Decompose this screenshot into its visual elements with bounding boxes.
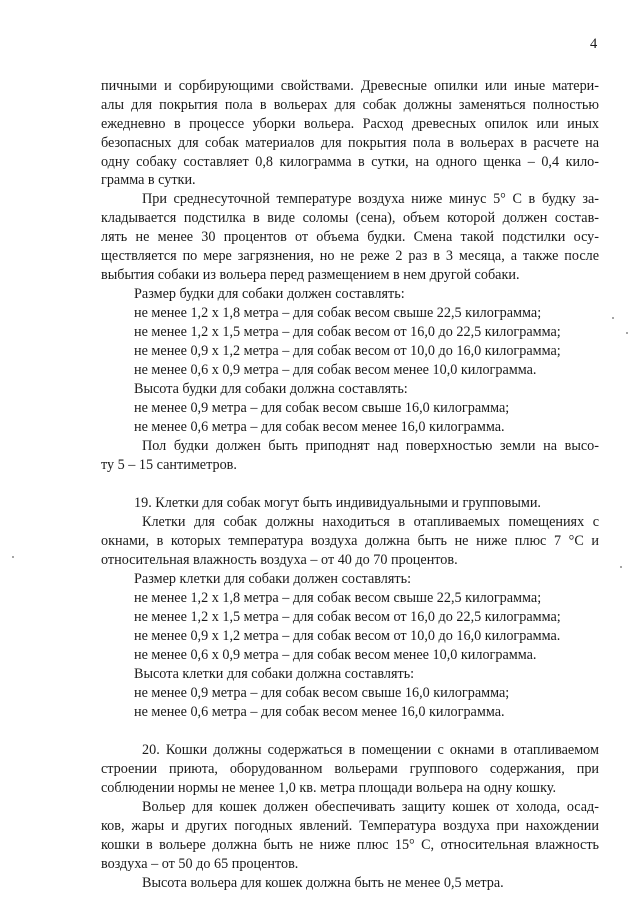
text-line: одну собаку составляет 0,8 килограмма в сутки, на одного щенка – 0,4 кило- <box>101 154 599 170</box>
text-line: воздуха – от 50 до 65 процентов. <box>101 856 299 872</box>
text-line: безопасных для собак материалов для покрытия пола в вольерах в расчете на <box>101 135 599 151</box>
list-item: не менее 1,2 х 1,8 метра – для собак весом свыше 22,5 килограмма; <box>134 590 542 606</box>
list-item: не менее 0,9 метра – для собак весом свыше 16,0 килограмма; <box>134 685 510 701</box>
text-line: пичными и сорбирующими свойствами. Древесные опилки или иные матери- <box>101 78 599 94</box>
text-line: соблюдении нормы не менее 1,0 кв. метра площади вольера на одну кошку. <box>101 780 556 796</box>
list-item: не менее 0,9 х 1,2 метра – для собак весом от 10,0 до 16,0 килограмма; <box>134 343 561 359</box>
text-line: ту 5 – 15 сантиметров. <box>101 457 237 473</box>
list-heading: Высота клетки для собаки должна составлять: <box>134 666 415 682</box>
scan-speck <box>620 566 622 568</box>
list-item: не менее 0,6 х 0,9 метра – для собак весом менее 10,0 килограмма. <box>134 647 537 663</box>
text-line: Пол будки должен быть приподнят над поверхностью земли на высо- <box>142 438 599 454</box>
text-line: окнами, в которых температура воздуха должна быть не ниже плюс 7 °С и <box>101 533 599 549</box>
text-line: грамма в сутки. <box>101 172 196 188</box>
list-item: не менее 1,2 х 1,5 метра – для собак весом от 16,0 до 22,5 килограмма; <box>134 609 561 625</box>
section-heading: 19. Клетки для собак могут быть индивидуальными и групповыми. <box>134 495 541 511</box>
list-item: не менее 1,2 х 1,8 метра – для собак весом свыше 22,5 килограмма; <box>134 305 542 321</box>
text-line: лять не менее 30 процентов от объема будки. Смена такой подстилки осу- <box>101 229 599 245</box>
list-heading: Размер клетки для собаки должен составлять: <box>134 571 412 587</box>
text-line: кошки в вольере должна быть не ниже плюс 15° С, относительная влажность <box>101 837 599 853</box>
list-heading: Размер будки для собаки должен составлять: <box>134 286 405 302</box>
text-line: Высота вольера для кошек должна быть не менее 0,5 метра. <box>142 875 504 891</box>
text-line: алы для покрытия пола в вольерах для собак должны заменяться полностью <box>101 97 599 113</box>
text-line: относительная влажность воздуха – от 40 до 70 процентов. <box>101 552 458 568</box>
text-line: При среднесуточной температуре воздуха ниже минус 5° С в будку за- <box>142 191 599 207</box>
text-line: ков, жары и других погодных явлений. Температура воздуха при нахождении <box>101 818 599 834</box>
text-line: Вольер для кошек должен обеспечивать защиту кошек от холода, осад- <box>142 799 599 815</box>
text-line: Клетки для собак должны находиться в отапливаемых помещениях с <box>142 514 599 530</box>
text-line: строении приюта, оборудованном вольерами группового содержания, при <box>101 761 599 777</box>
list-item: не менее 1,2 х 1,5 метра – для собак весом от 16,0 до 22,5 килограмма; <box>134 324 561 340</box>
scan-speck <box>626 332 628 334</box>
text-line: кладывается подстилка в виде соломы (сена), объем которой должен состав- <box>101 210 599 226</box>
list-item: не менее 0,9 метра – для собак весом свыше 16,0 килограмма; <box>134 400 510 416</box>
scan-speck <box>612 317 614 319</box>
text-line: ществляется по мере загрязнения, но не реже 2 раз в 3 месяца, а также после <box>101 248 599 264</box>
text-line: ежедневно в процессе уборки вольера. Расход древесных опилок или иных <box>101 116 599 132</box>
list-heading: Высота будки для собаки должна составлять: <box>134 381 408 397</box>
page-number: 4 <box>590 36 598 52</box>
list-item: не менее 0,9 х 1,2 метра – для собак весом от 10,0 до 16,0 килограмма. <box>134 628 561 644</box>
section-heading: 20. Кошки должны содержаться в помещении с окнами в отапливаемом <box>142 742 599 758</box>
scan-speck <box>12 556 14 558</box>
list-item: не менее 0,6 метра – для собак весом менее 16,0 килограмма. <box>134 419 505 435</box>
list-item: не менее 0,6 х 0,9 метра – для собак весом менее 10,0 килограмма. <box>134 362 537 378</box>
list-item: не менее 0,6 метра – для собак весом менее 16,0 килограмма. <box>134 704 505 720</box>
text-line: выбытия собаки из вольера перед размещением в нем другой собаки. <box>101 267 520 283</box>
